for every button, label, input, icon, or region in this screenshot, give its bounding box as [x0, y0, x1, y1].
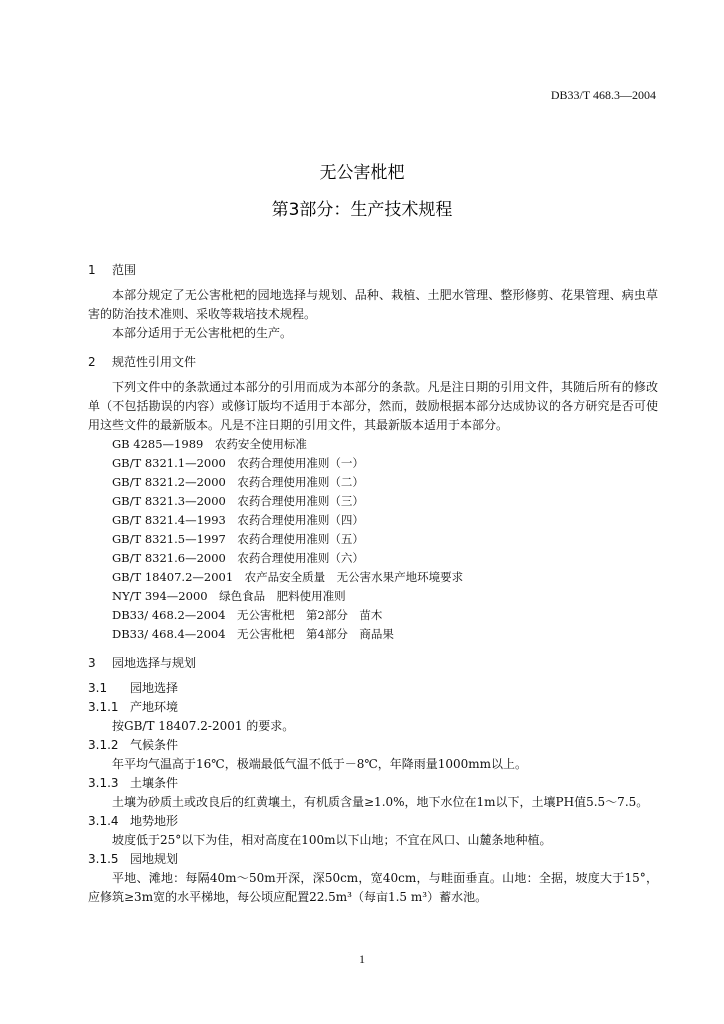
subsection-title: 土壤条件 — [130, 776, 179, 790]
document-number: DB33/T 468.3—2004 — [550, 88, 656, 102]
page-number: 1 — [359, 952, 365, 966]
reference-item: GB/T 18407.2—2001 农产品安全质量 无公害水果产地环境要求 — [112, 570, 464, 584]
paragraph: 年平均气温高于16℃，极端最低气温不低于－8℃，年降雨量1000mm以上。 — [112, 757, 528, 771]
reference-item: GB/T 8321.3—2000 农药合理使用准则（三） — [112, 494, 364, 508]
section-title: 规范性引用文件 — [112, 355, 197, 369]
subsection-3-1-1-heading — [88, 698, 658, 717]
subsection-3-1-heading — [88, 679, 658, 698]
document-subtitle: 第3部分：生产技术规程 — [271, 200, 453, 220]
subsection-number: 3.1.4 — [88, 814, 119, 828]
subsection-number: 3.1.5 — [88, 852, 119, 866]
reference-item: DB33/ 468.2—2004 无公害枇杷 第2部分 苗木 — [112, 608, 383, 622]
section-1-heading — [88, 260, 658, 280]
section-number: 3 — [88, 656, 96, 670]
subsection-number: 3.1 — [88, 681, 108, 695]
paragraph: 坡度低于25°以下为佳，相对高度在100m以下山地；不宜在风口、山麓条地种植。 — [112, 833, 552, 847]
section-title: 范围 — [112, 263, 137, 277]
subsection-3-1-3-heading — [88, 774, 658, 793]
reference-item: GB/T 8321.4—1993 农药合理使用准则（四） — [112, 513, 364, 527]
section-number: 1 — [88, 263, 96, 277]
reference-item: GB/T 8321.5—1997 农药合理使用准则（五） — [112, 532, 364, 546]
reference-item: DB33/ 468.4—2004 无公害枇杷 第4部分 商品果 — [112, 627, 394, 641]
reference-item: GB/T 8321.1—2000 农药合理使用准则（一） — [112, 456, 364, 470]
subsection-title: 气候条件 — [130, 738, 179, 752]
subsection-3-1-5-heading — [88, 850, 658, 869]
subsection-number: 3.1.1 — [88, 700, 119, 714]
subsection-3-1-2-heading — [88, 736, 658, 755]
subsection-number: 3.1.3 — [88, 776, 119, 790]
document-body — [88, 260, 658, 907]
subsection-3-1-4-heading — [88, 812, 658, 831]
section-number: 2 — [88, 355, 96, 369]
paragraph: 平地、滩地：每隔40m～50m开深，深50cm，宽40cm，与畦面垂直。山地：全据，坡度大于15°，应修筑≥3m宽的水平梯地，每公顷应配置22.5m³（每亩1.5 m³）蓄水池。 — [88, 871, 658, 904]
reference-item: GB/T 8321.2—2000 农药合理使用准则（二） — [112, 475, 364, 489]
reference-item: GB/T 8321.6—2000 农药合理使用准则（六） — [112, 551, 364, 565]
subsection-title: 产地环境 — [130, 700, 179, 714]
subsection-title: 地势地形 — [130, 814, 179, 828]
section-title: 园地选择与规划 — [112, 656, 197, 670]
paragraph: 下列文件中的条款通过本部分的引用而成为本部分的条款。凡是注日期的引用文件，其随后所有的修改单（不包括勘误的内容）或修订版均不适用于本部分，然而，鼓励根据本部分达成协议的各方研究是否可使用这些文件的最新版本。凡是不注日期的引用文件，其最新版本适用于本部分。 — [88, 380, 658, 432]
document-title: 无公害枇杷 — [319, 163, 405, 183]
reference-item: NY/T 394—2000 绿色食品 肥料使用准则 — [112, 589, 346, 603]
paragraph: 土壤为砂质土或改良后的红黄壤土，有机质含量≥1.0%，地下水位在1m以下，土壤PH值5.5～7.5。 — [112, 795, 649, 809]
subsection-title: 园地选择 — [130, 681, 179, 695]
subsection-number: 3.1.2 — [88, 738, 119, 752]
paragraph: 按GB/T 18407.2-2001 的要求。 — [112, 719, 295, 733]
subsection-title: 园地规划 — [130, 852, 179, 866]
paragraph: 本部分规定了无公害枇杷的园地选择与规划、品种、栽植、土肥水管理、整形修剪、花果管理、病虫草害的防治技术准则、采收等栽培技术规程。 — [88, 288, 658, 321]
section-2-heading — [88, 352, 658, 372]
reference-item: GB 4285—1989 农药安全使用标准 — [112, 437, 307, 451]
paragraph: 本部分适用于无公害枇杷的生产。 — [112, 326, 293, 340]
section-3-heading — [88, 653, 658, 673]
